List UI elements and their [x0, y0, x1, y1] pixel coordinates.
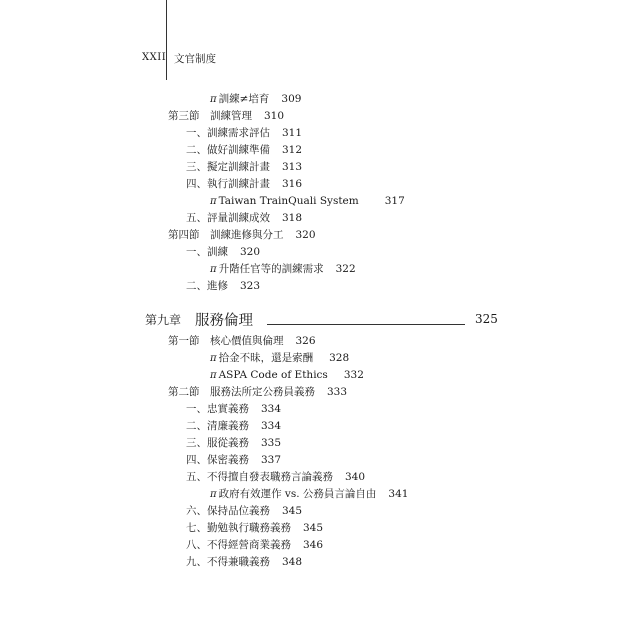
page-number: XXII: [142, 52, 167, 63]
toc-entry-text: 五、評量訓練成效: [186, 212, 270, 224]
toc-entry-text: 二、進修: [186, 280, 228, 292]
toc-entry-page: 310: [264, 110, 285, 122]
pi-icon: π: [210, 264, 217, 275]
toc-entry-text: 升階任官等的訓練需求: [218, 263, 324, 275]
toc-entry-text: 第四節 訓練進修與分工: [168, 229, 284, 241]
toc-entry-page: 322: [335, 263, 356, 275]
toc-entry-text: 訓練≠培育: [218, 93, 270, 105]
toc-entry: [210, 352, 349, 365]
toc-entry-text: 四、保密義務: [186, 454, 249, 466]
toc-entry-text: 三、服從義務: [186, 437, 249, 449]
toc-entry: [186, 505, 302, 518]
toc-entry-text: 拾金不昧，還是索酬: [218, 352, 314, 364]
toc-entry-page: 328: [329, 352, 350, 364]
header-divider: [166, 0, 167, 80]
toc-entry-page: 317: [384, 195, 405, 207]
chapter-rule: [267, 324, 465, 325]
toc-entry-text: 政府有效運作 vs. 公務員言論自由: [218, 488, 377, 500]
toc-entry-text: 八、不得經營商業義務: [186, 539, 291, 551]
toc-entry: [186, 556, 302, 569]
toc-entry-page: 332: [343, 369, 364, 381]
pi-icon: π: [210, 370, 217, 381]
toc-entry-text: 七、勤勉執行職務義務: [186, 522, 291, 534]
toc-entry: [186, 437, 281, 450]
toc-entry-page: 341: [388, 488, 409, 500]
toc-entry: [168, 335, 316, 348]
toc-entry: [186, 212, 302, 225]
toc-entry-text: 一、訓練: [186, 246, 228, 258]
chapter-label: 第九章: [145, 313, 182, 327]
toc-entry-page: 318: [282, 212, 303, 224]
toc-entry-text: 一、訓練需求評估: [186, 127, 270, 139]
toc-entry-text: 五、不得擅自發表職務言論義務: [186, 471, 333, 483]
toc-entry: [186, 454, 281, 467]
toc-entry: [186, 127, 302, 140]
toc-entry-text: 二、做好訓練準備: [186, 144, 270, 156]
toc-entry-text: 第三節 訓練管理: [168, 110, 252, 122]
toc-entry: [186, 178, 302, 191]
chapter-heading: [145, 309, 498, 331]
toc-entry-page: 323: [240, 280, 261, 292]
toc-entry-text: 九、不得兼職義務: [186, 556, 270, 568]
toc-entry-text: 四、執行訓練計畫: [186, 178, 270, 190]
toc-entry-page: 333: [327, 386, 348, 398]
toc-entry-text: 一、忠實義務: [186, 403, 249, 415]
toc-entry-page: 346: [303, 539, 324, 551]
toc-entry-page: 334: [261, 420, 282, 432]
toc-entry: [210, 369, 364, 382]
toc-entry-page: 320: [295, 229, 316, 241]
toc-entry-page: 313: [282, 161, 303, 173]
toc-entry: [186, 403, 281, 416]
chapter-title: 服務倫理: [195, 313, 253, 329]
toc-entry-text: 第一節 核心價值與倫理: [168, 335, 284, 347]
pi-icon: π: [210, 489, 217, 500]
toc-entry: [168, 229, 316, 242]
toc-entry-text: 二、清廉義務: [186, 420, 249, 432]
toc-entry-text: 三、擬定訓練計畫: [186, 161, 270, 173]
pi-icon: π: [210, 353, 217, 364]
toc-entry: [186, 161, 302, 174]
toc-entry: [210, 263, 356, 276]
toc-entry-page: 320: [240, 246, 261, 258]
toc-entry-page: 309: [281, 93, 302, 105]
toc-entry-page: 340: [345, 471, 366, 483]
toc-entry: [186, 280, 260, 293]
toc-entry-page: 345: [303, 522, 324, 534]
toc-entry-page: 311: [282, 127, 303, 139]
toc-entry-page: 345: [282, 505, 303, 517]
toc-entry: [168, 110, 284, 123]
toc-entry: [210, 195, 405, 208]
toc-entry: [186, 144, 302, 157]
toc-entry: [168, 386, 347, 399]
pi-icon: π: [210, 196, 217, 207]
pi-icon: π: [210, 94, 217, 105]
toc-entry-page: 337: [261, 454, 282, 466]
toc-entry: [186, 522, 323, 535]
toc-entry: [186, 420, 281, 433]
toc-entry: [186, 246, 260, 259]
toc-entry-text: Taiwan TrainQuali System: [218, 195, 359, 207]
toc-entry-page: 316: [282, 178, 303, 190]
toc-entry-page: 348: [282, 556, 303, 568]
toc-entry: [210, 488, 408, 501]
toc-entry-text: 第二節 服務法所定公務員義務: [168, 386, 315, 398]
toc-entry-page: 334: [261, 403, 282, 415]
toc-entry-page: 335: [261, 437, 282, 449]
toc-entry-text: 六、保持品位義務: [186, 505, 270, 517]
toc-entry: [186, 539, 323, 552]
chapter-page: 325: [475, 312, 498, 326]
toc-entry: [210, 93, 301, 106]
toc-entry-text: ASPA Code of Ethics: [218, 369, 328, 381]
toc-entry-page: 312: [282, 144, 303, 156]
running-header-title: 文官制度: [174, 53, 216, 65]
toc-entry: [186, 471, 365, 484]
toc-entry-page: 326: [295, 335, 316, 347]
